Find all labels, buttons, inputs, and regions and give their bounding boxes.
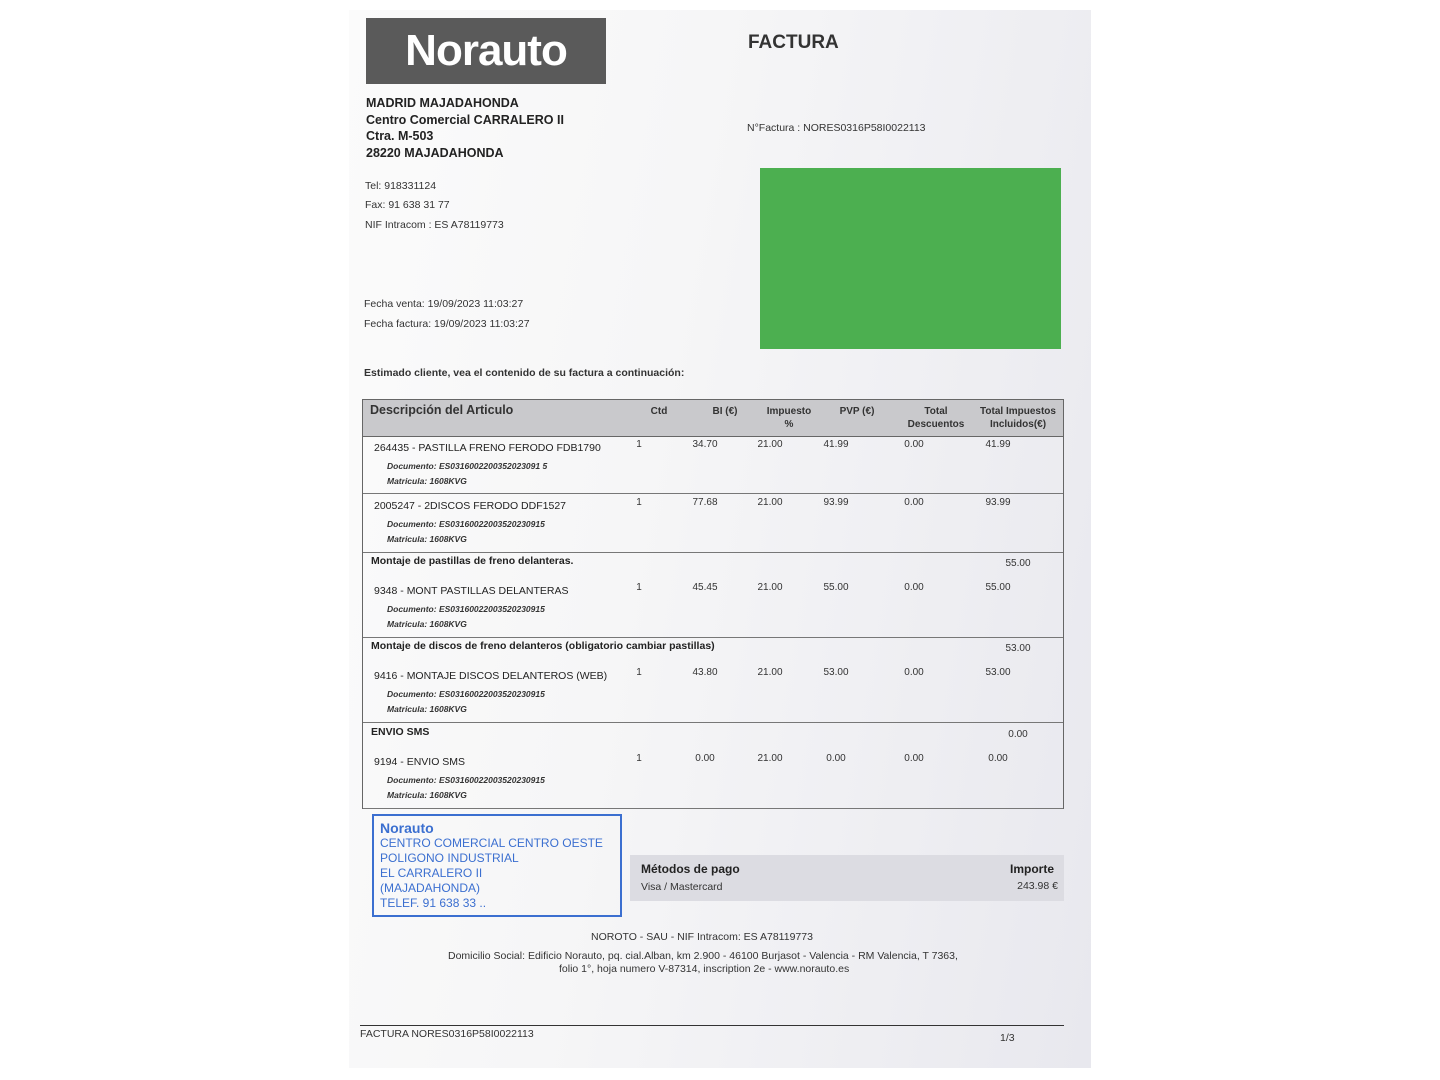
item-ctd: 1 (636, 582, 642, 593)
item-pvp: 41.99 (823, 439, 849, 450)
address-line: Centro Comercial CARRALERO II (366, 112, 564, 127)
item-pvp: 0.00 (826, 753, 846, 764)
table-row (363, 494, 1063, 553)
store-stamp (372, 814, 622, 917)
footer-ref: FACTURA NORES0316P58I0022113 (360, 1028, 534, 1040)
item-ctd: 1 (636, 497, 642, 508)
item-bi: 45.45 (692, 582, 718, 593)
table-row (363, 724, 1063, 809)
col-desc: Descripción del Articulo (370, 403, 514, 417)
item-total: 41.99 (985, 439, 1011, 450)
item-pvp: 93.99 (823, 497, 849, 508)
item-pvp: 55.00 (823, 582, 849, 593)
store-address (366, 95, 564, 161)
col-descuentos: Total Descuentos (907, 406, 965, 430)
item-imp: 21.00 (757, 667, 783, 678)
item-bi: 43.80 (692, 667, 718, 678)
col-pvp: PVP (€) (839, 406, 875, 417)
item-matricula: Matricula: 1608KVG (387, 534, 467, 544)
stamp-line: POLIGONO INDUSTRIAL (380, 851, 519, 865)
group-title: Montaje de discos de freno delanteros (obligatorio cambiar pastillas) (371, 640, 715, 652)
footer-address-2: folio 1°, hoja numero V-87314, inscription 2e - www.norauto.es (559, 963, 850, 975)
payment-box (630, 855, 1064, 901)
item-matricula: Matricula: 1608KVG (387, 476, 467, 486)
address-line: MADRID MAJADAHONDA (366, 96, 519, 110)
amount-label: Importe (1009, 862, 1054, 876)
item-dto: 0.00 (904, 497, 924, 508)
footer-divider (360, 1025, 1064, 1026)
item-total: 53.00 (985, 667, 1011, 678)
stamp-line: (MAJADAHONDA) (380, 881, 481, 895)
address-line: 28220 MAJADAHONDA (366, 145, 504, 160)
document-title: FACTURA (748, 32, 839, 53)
table-row (363, 437, 1063, 494)
item-matricula: Matricula: 1608KVG (387, 619, 467, 629)
item-total: 0.00 (988, 753, 1008, 764)
address-line: Ctra. M-503 (366, 129, 434, 143)
item-imp: 21.00 (757, 497, 783, 508)
item-pvp: 53.00 (823, 667, 849, 678)
item-document: Documento: ES03160022003520230915 (387, 775, 545, 785)
invoice-number: N°Factura : NORES0316P58I0022113 (747, 122, 926, 134)
intro-text: Estimado cliente, vea el contenido de su factura a continuación: (364, 367, 685, 379)
amount-value: 243.98 € (1017, 880, 1058, 892)
item-dto: 0.00 (904, 582, 924, 593)
item-imp: 21.00 (757, 582, 783, 593)
item-description: 264435 - PASTILLA FRENO FERODO FDB1790 (374, 442, 601, 454)
item-description: 9348 - MONT PASTILLAS DELANTERAS (374, 585, 569, 597)
col-bi: BI (€) (712, 406, 738, 417)
group-total: 55.00 (1005, 558, 1031, 569)
item-document: Documento: ES03160022003520230915 (387, 604, 545, 614)
stamp-line: Norauto (380, 820, 434, 836)
fecha-venta: Fecha venta: 19/09/2023 11:03:27 (364, 298, 524, 310)
item-imp: 21.00 (757, 439, 783, 450)
item-ctd: 1 (636, 667, 642, 678)
item-total: 93.99 (985, 497, 1011, 508)
group-total: 0.00 (1008, 729, 1028, 740)
store-nif: NIF Intracom : ES A78119773 (365, 219, 504, 231)
item-ctd: 1 (636, 439, 642, 450)
item-total: 55.00 (985, 582, 1011, 593)
item-document: Documento: ES03160022003520230915 (387, 689, 545, 699)
item-document: Documento: ES03160022003520230915 (387, 519, 545, 529)
item-ctd: 1 (636, 753, 642, 764)
col-ctd: Ctd (650, 406, 668, 417)
footer-company: NOROTO - SAU - NIF Intracom: ES A78119773 (591, 931, 813, 943)
item-description: 9416 - MONTAJE DISCOS DELANTEROS (WEB) (374, 670, 608, 682)
item-document: Documento: ES0316002200352023091 5 (387, 461, 548, 471)
item-bi: 34.70 (692, 439, 718, 450)
fecha-factura: Fecha factura: 19/09/2023 11:03:27 (364, 318, 530, 330)
group-title: Montaje de pastillas de freno delanteras. (371, 555, 574, 567)
item-matricula: Matricula: 1608KVG (387, 790, 467, 800)
redacted-block (760, 168, 1061, 349)
item-dto: 0.00 (904, 753, 924, 764)
store-tel: Tel: 918331124 (365, 180, 437, 192)
items-table (362, 399, 1064, 809)
page-number: 1/3 (1000, 1032, 1015, 1044)
item-imp: 21.00 (757, 753, 783, 764)
table-row (363, 553, 1063, 638)
col-impuesto: Impuesto % (766, 406, 812, 430)
item-matricula: Matricula: 1608KVG (387, 704, 467, 714)
store-fax: Fax: 91 638 31 77 (365, 199, 450, 211)
item-dto: 0.00 (904, 439, 924, 450)
footer-address-1: Domicilio Social: Edificio Norauto, pq. cial.Alban, km 2.900 - 46100 Burjasot - Valencia - RM Valencia, T 7363, (448, 950, 958, 962)
stamp-line: CENTRO COMERCIAL CENTRO OESTE (380, 836, 603, 850)
payment-method: Visa / Mastercard (641, 881, 723, 893)
group-total: 53.00 (1005, 643, 1031, 654)
item-bi: 77.68 (692, 497, 718, 508)
col-total: Total Impuestos Incluidos(€) (980, 406, 1056, 430)
item-description: 2005247 - 2DISCOS FERODO DDF1527 (374, 500, 566, 512)
payment-methods-label: Métodos de pago (641, 862, 740, 876)
norauto-logo: Norauto (366, 18, 606, 84)
table-header (363, 400, 1063, 437)
group-title: ENVIO SMS (371, 726, 430, 738)
table-row (363, 638, 1063, 723)
item-bi: 0.00 (695, 753, 715, 764)
item-dto: 0.00 (904, 667, 924, 678)
item-description: 9194 - ENVIO SMS (374, 756, 466, 768)
stamp-line: EL CARRALERO II (380, 866, 483, 880)
stamp-line: TELEF. 91 638 33 .. (380, 896, 487, 910)
